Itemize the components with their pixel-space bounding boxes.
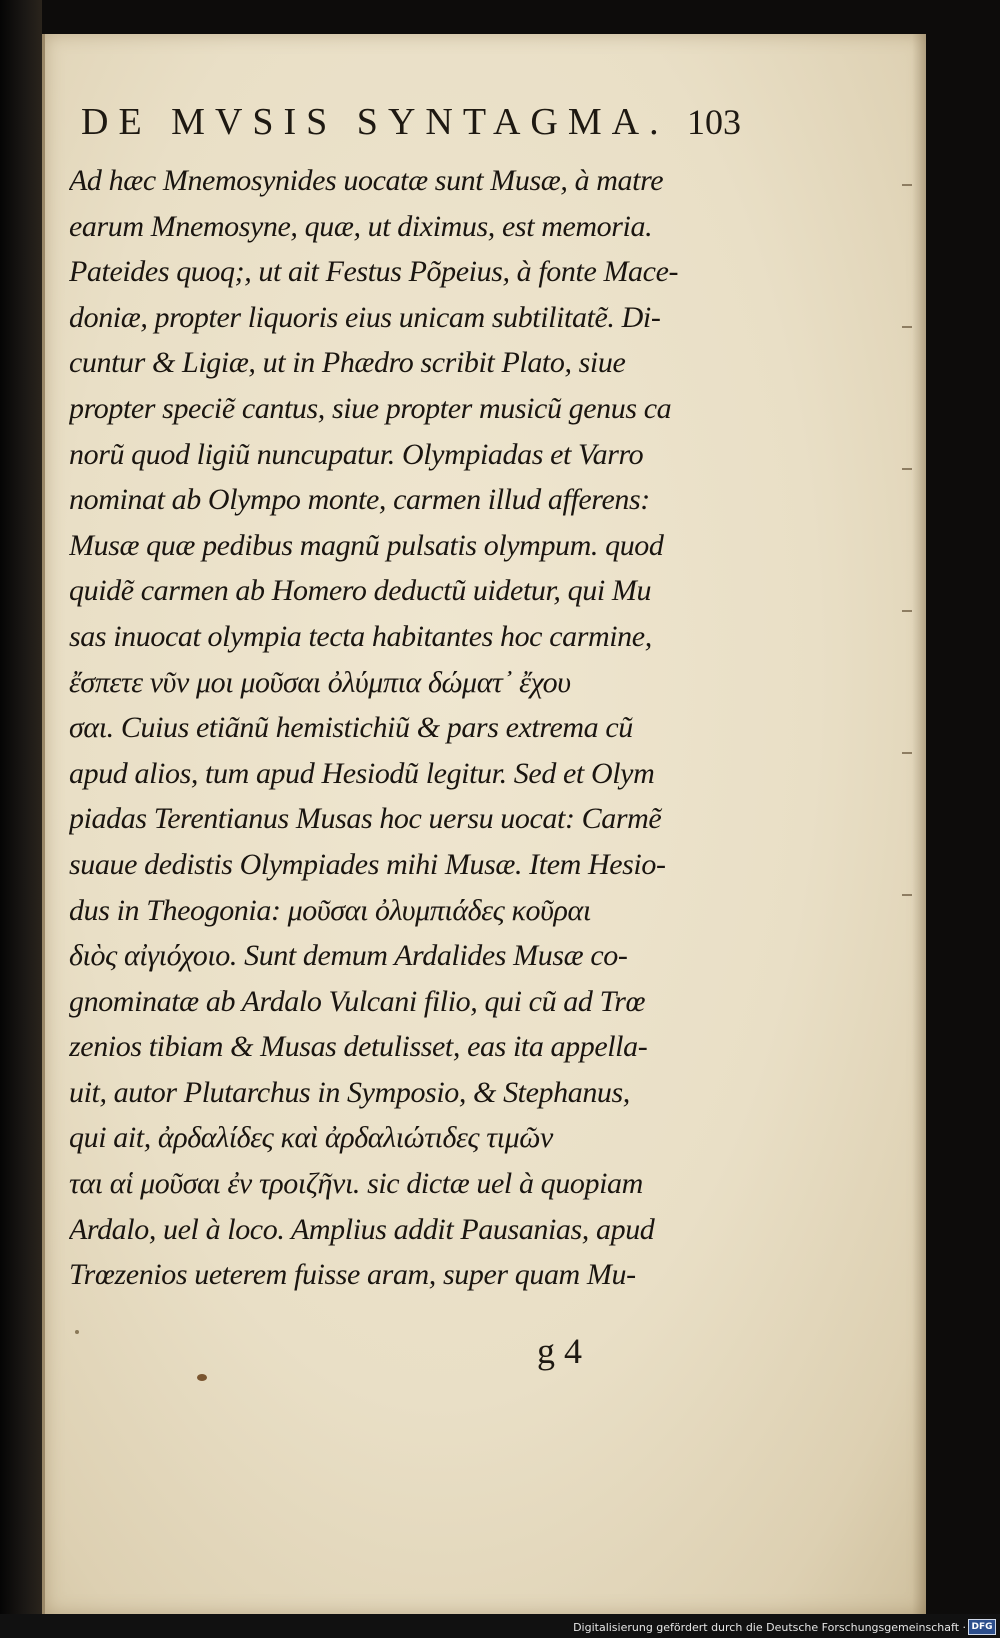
page-number: 103 <box>687 102 741 142</box>
text-line: gnominatæ ab Ardalo Vulcani filio, qui cũ ad Trœ <box>69 984 646 1018</box>
book-page <box>42 34 926 1614</box>
text-line: apud alios, tum apud Hesiodũ legitur. Sed et Olym <box>69 756 655 790</box>
text-line: ται αἱ μοῦσαι ἐν τροιζῆνι. sic dictæ uel à quopiam <box>69 1167 643 1201</box>
text-line: Ad hæc Mnemosynides uocatæ sunt Musæ, à matre <box>69 164 664 197</box>
text-line: ἔσπετε νῦν μοι μοῦσαι ὀλύμπια δώματ᾽ ἔχου <box>69 665 571 699</box>
text-line: dus in Theogonia: μοῦσαι ὀλυμπιάδες κοῦραι <box>69 893 591 927</box>
text-line: suaue dedistis Olympiades mihi Musæ. Item Hesio- <box>69 847 666 881</box>
text-line: Musæ quæ pedibus magnũ pulsatis olympum. quod <box>69 528 664 562</box>
paper-stain <box>197 1374 207 1381</box>
text-line: sas inuocat olympia tecta habitantes hoc carmine, <box>69 619 652 653</box>
running-title: DE MVSIS SYNTAGMA. <box>81 101 669 143</box>
text-line: zenios tibiam & Musas detulisset, eas ita appella- <box>69 1030 648 1064</box>
page-header <box>81 100 741 152</box>
text-line: propter speciẽ cantus, siue propter musicũ genus ca <box>69 391 672 425</box>
text-line: cuntur & Ligiæ, ut in Phædro scribit Plato, siue <box>69 346 626 380</box>
margin-marks <box>902 184 922 1036</box>
text-line: Pateides quoq;, ut ait Festus Põpeius, à fonte Mace- <box>69 255 679 289</box>
text-line: quidẽ carmen ab Homero deductũ uidetur, qui Mu <box>69 574 652 608</box>
text-line: doniæ, propter liquoris eius unicam subtilitatẽ. Di- <box>69 300 661 334</box>
text-line: διὸς αἰγιόχοιο. Sunt demum Ardalides Musæ co- <box>69 939 628 973</box>
scanner-background-left <box>0 0 42 1638</box>
digitization-credit: Digitalisierung gefördert durch die Deutsche Forschungsgemeinschaft · <box>573 1621 966 1634</box>
text-line: Trœzenios ueterem fuisse aram, super quam Mu- <box>69 1258 636 1292</box>
text-line: uit, autor Plutarchus in Symposio, & Stephanus, <box>69 1075 630 1109</box>
text-line: piadas Terentianus Musas hoc uersu uocat: Carmẽ <box>69 802 662 836</box>
text-line: earum Mnemosyne, quæ, ut diximus, est memoria. <box>69 209 653 243</box>
paper-speck <box>75 1330 79 1334</box>
text-line: Ardalo, uel à loco. Amplius addit Pausanias, apud <box>69 1212 655 1246</box>
text-line: norũ quod ligiũ nuncupatur. Olympiadas et Varro <box>69 437 644 471</box>
text-line: nominat ab Olympo monte, carmen illud afferens: <box>69 483 650 517</box>
text-line: σαι. Cuius etiãnũ hemistichiũ & pars extrema cũ <box>69 711 633 745</box>
signature-mark: g 4 <box>537 1331 582 1371</box>
body-text <box>69 158 749 1298</box>
text-line: qui ait, ἀρδαλίδες καὶ ἀρδαλιώτιδες τιμῶν <box>69 1121 553 1155</box>
dfg-logo: DFG <box>968 1619 996 1635</box>
